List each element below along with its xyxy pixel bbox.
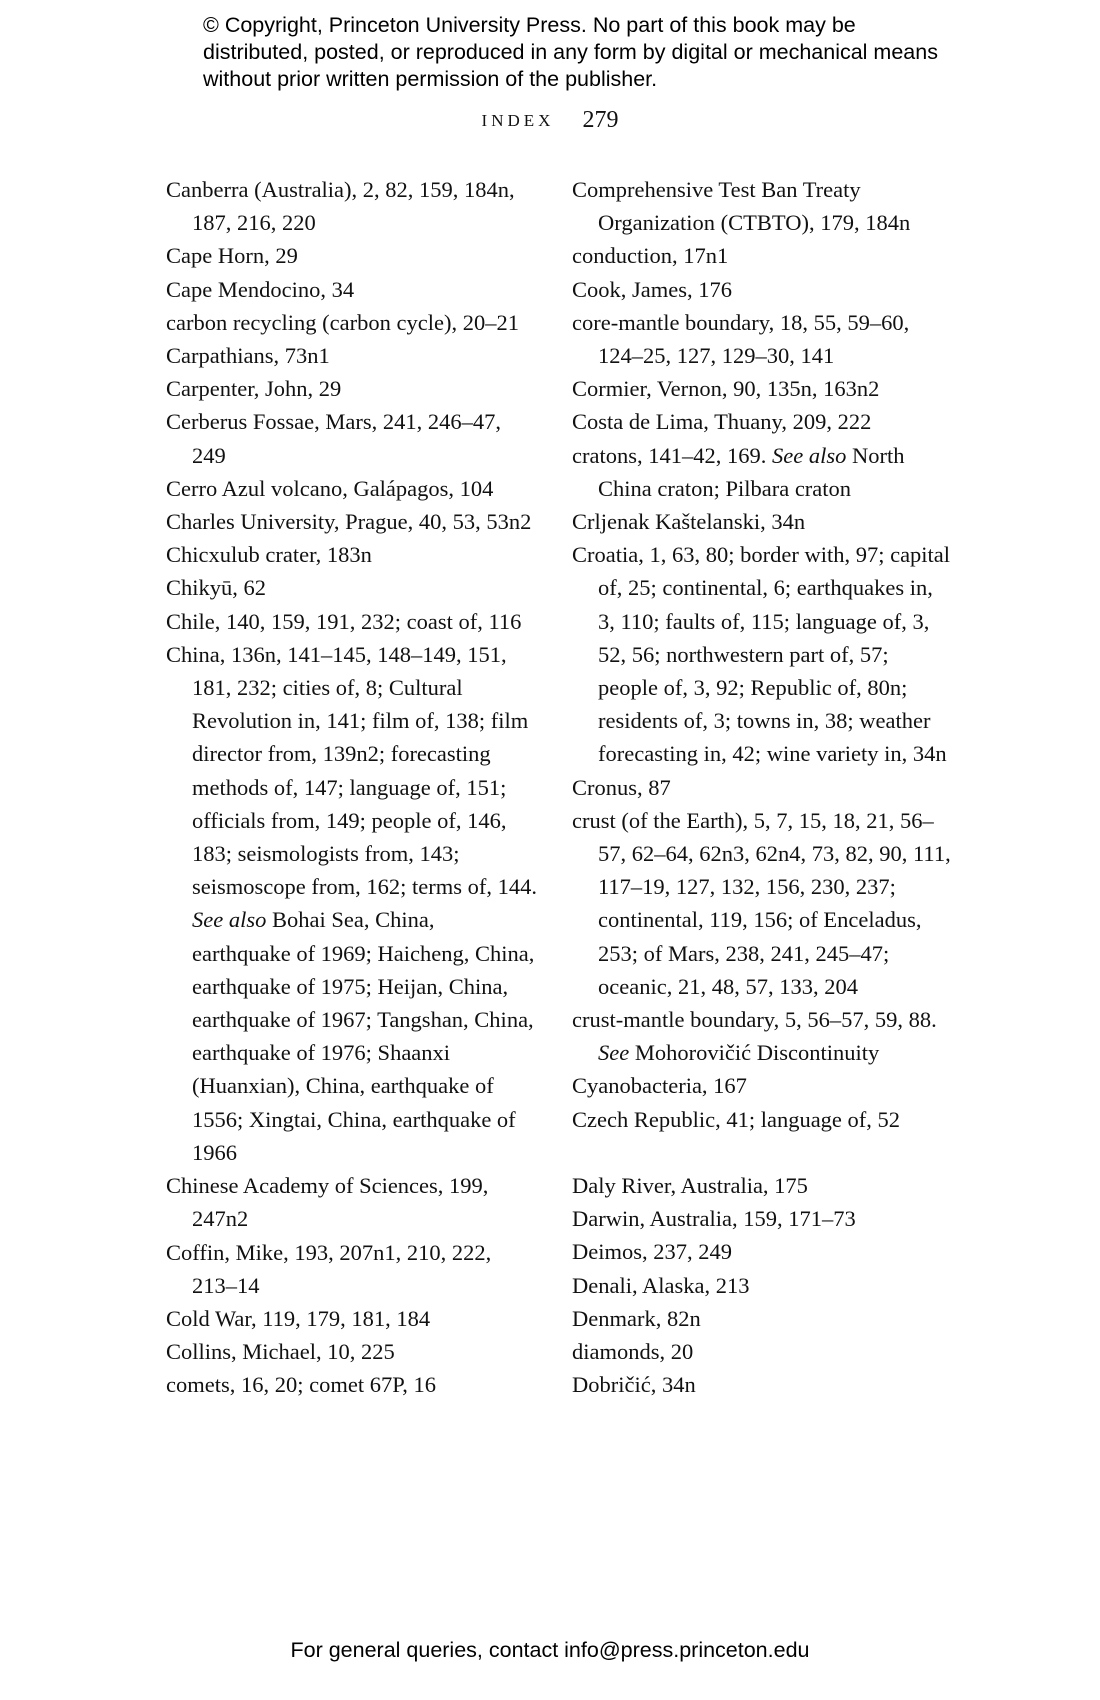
index-entry-text: Croatia, 1, 63, 80; border with, 97; capital of, 25; continental, 6; earthquakes in, 3, 110; faults of, 115; language of, 3, 52, 56; northwestern part of, 57; people of, 3, 92; Republic of, 80n; residents of, 3; towns in, 38; weather forecasting in, 42; wine variety in, 34n	[572, 542, 951, 767]
index-entry-text: carbon recycling (carbon cycle), 20–21	[166, 309, 519, 335]
index-entry	[166, 1368, 538, 1401]
index-entry-text: Cyanobacteria, 167	[572, 1073, 747, 1099]
index-entry-text: Coffin, Mike, 193, 207n1, 210, 222, 213–14	[166, 1239, 492, 1298]
index-entry-text: comets, 16, 20; comet 67P, 16	[166, 1372, 436, 1398]
index-entry	[572, 405, 952, 438]
index-entry	[166, 339, 538, 372]
index-entry	[572, 804, 952, 1003]
index-entry-text: Daly River, Australia, 175	[572, 1172, 808, 1198]
index-entry-text: Cape Horn, 29	[166, 243, 298, 269]
index-entry	[166, 538, 538, 571]
index-entry-text: Denali, Alaska, 213	[572, 1272, 750, 1298]
cross-reference-text: North China craton; Pilbara craton	[598, 442, 905, 501]
see-also-reference: See	[598, 1040, 630, 1066]
index-entry	[166, 372, 538, 405]
index-entry-text: core-mantle boundary, 18, 55, 59–60, 124–25, 127, 129–30, 141	[572, 309, 910, 369]
index-entry-text: Cerro Azul volcano, Galápagos, 104	[166, 475, 494, 501]
section-label: INDEX	[481, 111, 555, 130]
index-entry	[572, 1169, 952, 1202]
cross-reference-text: Mohorovičić Discontinuity	[629, 1040, 880, 1066]
index-entry-text: Chinese Academy of Sciences, 199, 247n2	[166, 1173, 489, 1232]
index-entry	[572, 439, 952, 505]
see-also-reference: See also	[771, 442, 847, 468]
index-entry-text: Crljenak Kaštelanski, 34n	[572, 509, 806, 535]
index-entry-text: Comprehensive Test Ban Treaty Organization (CTBTO), 179, 184n	[572, 177, 911, 236]
index-entry	[166, 1335, 538, 1368]
index-entry	[166, 638, 538, 1169]
index-entry-text: Deimos, 237, 249	[572, 1239, 732, 1265]
index-entry	[166, 239, 538, 272]
index-entry-text: Chile, 140, 159, 191, 232; coast of, 116	[166, 608, 522, 634]
running-head	[0, 107, 1100, 134]
index-entry-text: Cold War, 119, 179, 181, 184	[166, 1305, 431, 1331]
index-entry-text: Cormier, Vernon, 90, 135n, 163n2	[572, 376, 880, 402]
index-entry-text: Dobričić, 34n	[572, 1372, 696, 1398]
index-entry	[572, 538, 952, 770]
index-entry	[166, 505, 538, 538]
index-entry-text: Darwin, Australia, 159, 171–73	[572, 1206, 856, 1232]
index-column-left	[166, 173, 538, 1402]
index-entry	[166, 472, 538, 505]
index-entry-text: Chikyū, 62	[166, 575, 267, 601]
cross-reference-text: Bohai Sea, China, earthquake of 1969; Haicheng, China, earthquake of 1975; Heijan, China, earthquake of 1967; Tangshan, China, earthquake of 1976; Shaanxi (Huanxian), China, earthquake of 1556; Xingtai, China, earthquake of 1966	[192, 907, 535, 1165]
index-entry-text: Carpathians, 73n1	[166, 343, 330, 369]
index-entry-text: Charles University, Prague, 40, 53, 53n2	[166, 509, 532, 535]
index-entry	[166, 405, 538, 471]
index-entry	[572, 505, 952, 538]
index-entry	[572, 1103, 952, 1136]
index-column-right	[572, 173, 952, 1401]
index-entry	[572, 771, 952, 804]
index-entry-text: crust (of the Earth), 5, 7, 15, 18, 21, 56–57, 62–64, 62n3, 62n4, 73, 82, 90, 111, 117–19, 127, 132, 156, 230, 237; continental, 119, 156; of Enceladus, 253; of Mars, 238, 241, 245–47; oceanic, 21, 48, 57, 133, 204	[572, 807, 951, 999]
index-entry	[572, 1368, 952, 1401]
index-entry	[166, 306, 538, 339]
index-entry-text: Cape Mendocino, 34	[166, 276, 355, 302]
index-entry	[572, 1269, 952, 1302]
index-entry-text: Carpenter, John, 29	[166, 376, 342, 402]
index-entry	[166, 571, 538, 604]
index-entry	[166, 605, 538, 638]
index-entry	[572, 1302, 952, 1335]
index-entry	[572, 306, 952, 372]
copyright-notice: © Copyright, Princeton University Press. No part of this book may be distributed, posted, or reproduced in any form by digital or mechanical means without prior written permission of the publisher.	[203, 13, 938, 91]
index-entry	[572, 1335, 952, 1368]
index-entry	[572, 173, 952, 239]
index-entry	[572, 1003, 952, 1069]
index-entry-text: cratons, 141–42, 169.	[572, 442, 772, 468]
index-entry-text: Denmark, 82n	[572, 1305, 701, 1331]
index-entry	[572, 1069, 952, 1102]
index-entry-text: Czech Republic, 41; language of, 52	[572, 1106, 901, 1132]
index-entry-text: crust-mantle boundary, 5, 56–57, 59, 88.	[572, 1007, 937, 1033]
index-entry-text: Chicxulub crater, 183n	[166, 542, 372, 568]
index-entry-text: Cook, James, 176	[572, 276, 732, 302]
index-entry-text: Canberra (Australia), 2, 82, 159, 184n, 187, 216, 220	[166, 177, 515, 236]
index-entry	[572, 1235, 952, 1268]
index-entry-text: conduction, 17n1	[572, 243, 729, 269]
page-number: 279	[582, 107, 619, 133]
index-entry	[572, 273, 952, 306]
index-entry	[166, 273, 538, 306]
index-entry-text: Costa de Lima, Thuany, 209, 222	[572, 409, 872, 435]
index-entry-text: Cerberus Fossae, Mars, 241, 246–47, 249	[166, 409, 501, 468]
index-entry	[166, 1169, 538, 1235]
index-entry-text: diamonds, 20	[572, 1338, 694, 1364]
index-entry	[166, 173, 538, 239]
see-also-reference: See also	[192, 907, 267, 933]
index-entry-text: Collins, Michael, 10, 225	[166, 1339, 395, 1365]
footer-contact: For general queries, contact info@press.princeton.edu	[290, 1638, 810, 1662]
index-entry	[572, 1202, 952, 1235]
index-entry-text: China, 136n, 141–145, 148–149, 151, 181, 232; cities of, 8; Cultural Revolution in, 141; film of, 138; film director from, 139n2; forecasting methods of, 147; language of, 151; officials from, 149; people of, 146, 183; seismologists from, 143; seismoscope from, 162; terms of, 144.	[166, 641, 537, 900]
index-entry	[166, 1302, 538, 1335]
index-entry	[572, 239, 952, 272]
index-entry-text: Cronus, 87	[572, 774, 671, 800]
index-entry	[572, 372, 952, 405]
index-entry	[166, 1236, 538, 1302]
